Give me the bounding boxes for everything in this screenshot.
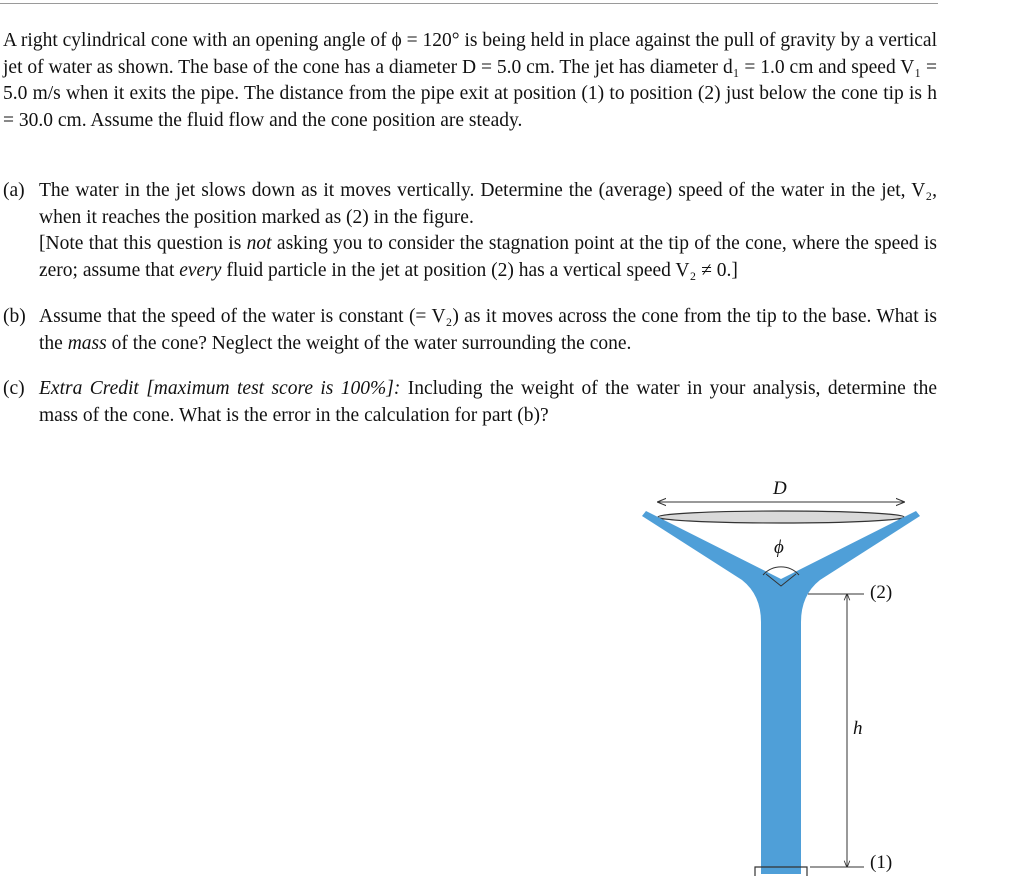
part-b-label: (b) [3,306,26,327]
part-b [3,304,937,357]
part-c-question: Extra Credit [maximum test score is 100%]: Including the weight of the water in your analysis, determine the mass of the cone. What is the error in the calculation for part (b)? [39,378,937,426]
top-rule [0,3,938,4]
label-h: h [853,718,863,739]
part-a-note: [Note that this question is not asking you to consider the stagnation point at the tip of the cone, where the speed is zero; assume that every fluid particle in the jet at position (2) has a vertical speed V₂ ≠ 0.] [39,233,937,281]
part-a [3,178,937,284]
label-D: D [773,478,787,499]
part-c [3,376,937,429]
label-position-2: (2) [870,582,893,603]
part-c-label: (c) [3,378,25,399]
cone-base [658,511,904,523]
cone-jet-figure [620,462,1024,876]
figure-drawing [620,462,1024,876]
label-position-1: (1) [870,852,893,873]
label-phi: ϕ [774,537,784,558]
problem-text: A right cylindrical cone with an opening angle of ϕ = 120° is being held in place against the pull of gravity by a vertical jet of water as shown. The base of the cone has a diameter D = 5.0 cm. The jet has diameter d₁ = 1.0 cm and speed V₁ = 5.0 m/s when it exits the pipe. The distance from the pipe exit at position (1) to position (2) just below the cone tip is h = 30.0 cm. Assume the fluid flow and the cone position are steady. [3,30,937,131]
problem-statement [3,28,937,134]
part-a-question: The water in the jet slows down as it moves vertically. Determine the (average) speed of the water in the jet, V₂, when it reaches the position marked as (2) in the figure. [39,180,937,228]
part-b-question: Assume that the speed of the water is constant (= V₂) as it moves across the cone from the tip to the base. What is the mass of the cone? Neglect the weight of the water surrounding the cone. [39,306,937,354]
part-a-label: (a) [3,180,25,201]
